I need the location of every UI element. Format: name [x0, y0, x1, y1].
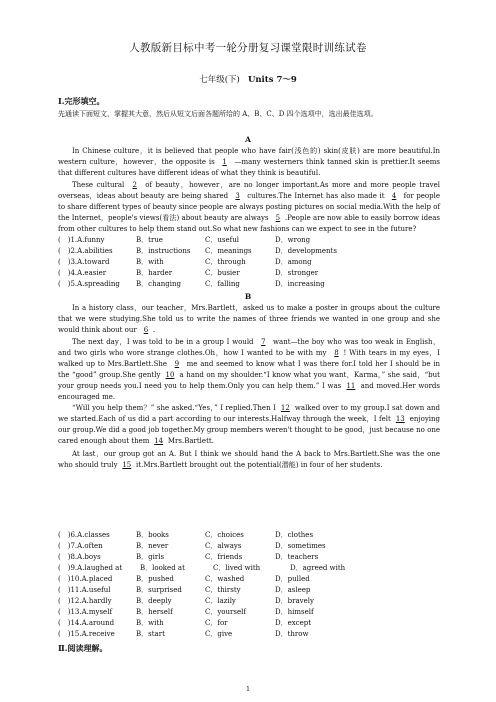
blank-5: 5 [275, 214, 281, 223]
passage-b-paragraph-3: “Will you help them？” she asked.“Yes，” I replied.Then I 12 walked over to my group.I sat down and we started.Each of us did a part according to our interests.Halfway through the week，I felt 13 enjoying our group.We did a good job together.My group members weren't thought to be good，just because no one cared enough about them 14 Mrs.Bartlett. [58, 403, 440, 447]
question-row: ( )8.A.boys B．girls C．friends D．teachers [58, 553, 319, 561]
passage-a-paragraph-1: In Chinese culture，it is believed that people who have fair(浅色的) skin(皮肤) are more beautiful.In western culture，however，the opposite is 1 —many westerners think tanned skin is prettier.It seems that different cultures have different ideas of what they think is beautiful. [58, 147, 440, 178]
question-row: ( )14.A.around B．with C．for D．except [58, 619, 312, 627]
units-label: Units 7～9 [247, 75, 297, 85]
question-row: ( )5.A.spreading B．changing C．falling D．increasing [58, 280, 325, 288]
question-row: ( )7.A.often B．never C．always D．sometimes [58, 542, 326, 550]
question-row: ( )3.A.toward B．with C．through D．among [58, 258, 312, 266]
page-title: 人教版新目标中考一轮分册复习课堂限时训练试卷 [129, 42, 367, 54]
section-1-instruction: 先通读下面短文，掌握其大意，然后从短文后面各题所给的 A、B、C、D 四个选项中，选出最佳选项。 [58, 110, 378, 118]
blank-7: 7 [261, 338, 266, 346]
question-row: ( )4.A.easier B．harder C．busier D．stronger [58, 269, 319, 277]
blank-13: 13 [395, 415, 405, 424]
blank-11: 11 [346, 382, 356, 391]
passage-b-paragraph-4: At last，our group got an A. But I think we should hand the A back to Mrs.Bartlett.She was the one who should truly 15 it.Mrs.Bartlett brought out the potential(潜能) in four of her students. [58, 449, 440, 471]
page-number: 1 [246, 686, 250, 693]
passage-b-paragraph-1: In a history class，our teacher，Mrs.Bartlett，asked us to make a poster in groups about the culture that we were studying.She told us to write the names of three friends we wanted in one group and she would think about our 6 . [58, 303, 440, 336]
question-row: ( )9.A.laughed at B．looked at C．lived with D．agreed with [58, 564, 346, 572]
question-row: ( )1.A.funny B．true C．useful D．wrong [58, 236, 311, 244]
passage-a-paragraph-2: These cultural 2 of beauty，however，are no longer important.As more and more people travel overseas，ideas about beauty are being shared 3 cultures.The Internet has also made it 4 for people to share different types of beauty since people are always posting pictures on social media.With the help of the Internet，people's views(看法) about beauty are always 5 .People are now able to easily borrow ideas from other cultures to help them stand out.So what new fashions can we expect to see in the future? [58, 181, 441, 234]
passage-b-label: B [244, 292, 252, 301]
section-2-heading: Ⅱ.阅读理解。 [58, 643, 108, 653]
question-row: ( )15.A.receive B．start C．give D．throw [58, 630, 309, 638]
question-row: ( )2.A.abilities B．instructions C．meanings D．developments [58, 247, 337, 255]
passage-b-paragraph-2: The next day，I was told to be in a group I would 7 want—the boy who was too weak in English，and two girls who wore strange clothes.Oh，how I wanted to be with my 8 ! With tears in my eyes，I walked up to Mrs.Bartlett.She 9 me and seemed to know what I was there for.I told her I should be in the “good” group.She gently 10 a hand on my shoulder.“I know what you want，Karma，” she said，“but your group needs you.I need you to help them.Only you can help them.” I was 11 and moved.Her words encouraged me. [58, 338, 441, 402]
question-row: ( )12.A.hardly B．deeply C．lazily D．bravely [58, 597, 314, 605]
blank-8: 8 [334, 349, 339, 358]
blank-10: 10 [165, 371, 175, 380]
section-1-heading: Ⅰ.完形填空。 [58, 96, 105, 106]
passage-a-label: A [245, 135, 251, 144]
blank-3: 3 [235, 192, 240, 201]
blank-9: 9 [174, 360, 180, 369]
question-row: ( )11.A.useful B．surprised C．thirsty D．asleep [58, 586, 311, 594]
blank-14: 14 [154, 437, 164, 446]
blank-12: 12 [280, 404, 290, 412]
question-row: ( )6.A.classes B．books C．choices D．clothes [58, 531, 314, 539]
blank-6: 6 [143, 326, 149, 335]
grade-label: 七年级(下) [199, 75, 240, 85]
blank-2: 2 [132, 181, 137, 189]
blank-1: 1 [222, 158, 227, 167]
question-row: ( )13.A.myself B．herself C．yourself D．himself [58, 608, 314, 616]
question-row: ( )10.A.placed B．pushed C．washed D．pulled [58, 575, 310, 583]
page-subtitle [0, 73, 496, 85]
blank-4: 4 [391, 192, 397, 201]
blank-15: 15 [122, 461, 132, 470]
